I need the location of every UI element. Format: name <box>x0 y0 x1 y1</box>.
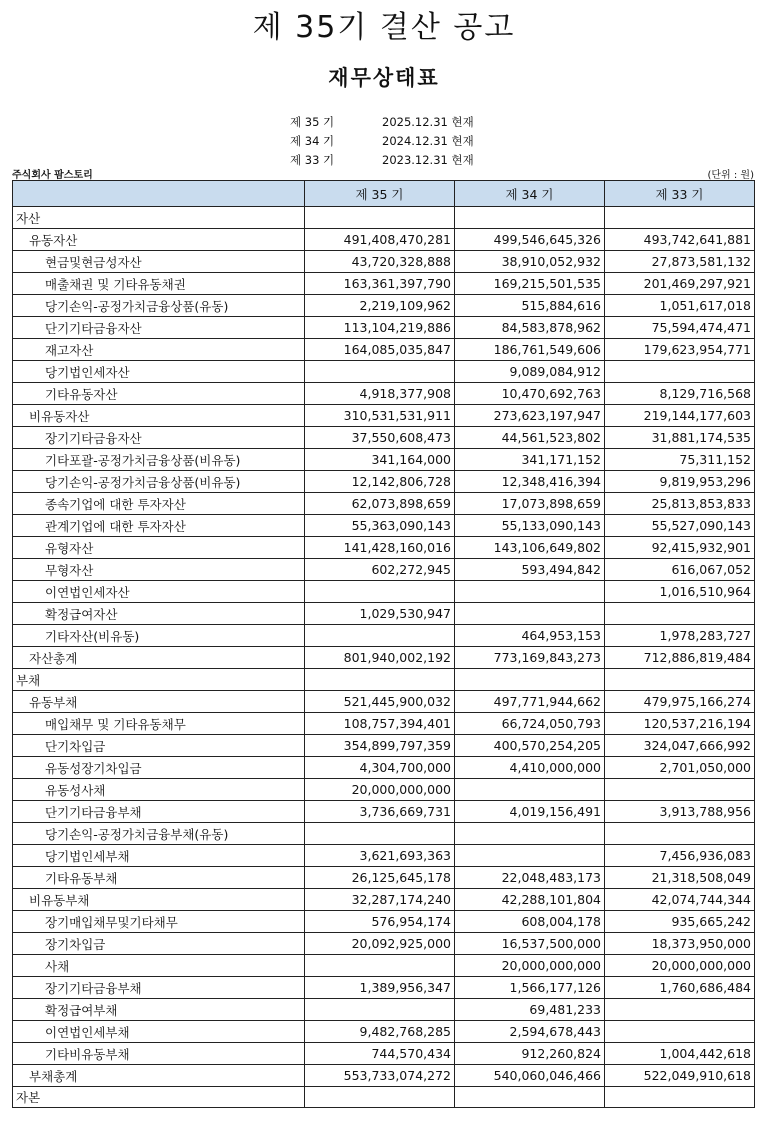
amount-cell: 16,537,500,000 <box>455 933 605 955</box>
account-name: 유동자산 <box>13 229 305 251</box>
amount-cell: 62,073,898,659 <box>305 493 455 515</box>
amount-cell <box>455 603 605 625</box>
amount-cell <box>305 1087 455 1108</box>
amount-cell: 26,125,645,178 <box>305 867 455 889</box>
table-row <box>13 911 755 933</box>
amount-cell: 497,771,944,662 <box>455 691 605 713</box>
amount-cell: 163,361,397,790 <box>305 273 455 295</box>
account-name: 이연법인세자산 <box>13 581 305 603</box>
balance-sheet-table <box>12 180 755 1108</box>
account-name: 유형자산 <box>13 537 305 559</box>
amount-cell: 712,886,819,484 <box>605 647 755 669</box>
amount-cell: 8,129,716,568 <box>605 383 755 405</box>
account-name: 현금및현금성자산 <box>13 251 305 273</box>
amount-cell <box>305 823 455 845</box>
column-header-period-35: 제 35 기 <box>305 181 455 207</box>
amount-cell: 801,940,002,192 <box>305 647 455 669</box>
table-row <box>13 1043 755 1065</box>
account-name: 관계기업에 대한 투자자산 <box>13 515 305 537</box>
amount-cell: 43,720,328,888 <box>305 251 455 273</box>
period-date: 2023.12.31 현재 <box>382 153 474 167</box>
period-date: 2025.12.31 현재 <box>382 115 474 129</box>
amount-cell: 55,527,090,143 <box>605 515 755 537</box>
account-name: 이연법인세부채 <box>13 1021 305 1043</box>
account-name: 확정급여부채 <box>13 999 305 1021</box>
amount-cell: 21,318,508,049 <box>605 867 755 889</box>
amount-cell <box>305 955 455 977</box>
amount-cell <box>455 1087 605 1108</box>
amount-cell: 522,049,910,618 <box>605 1065 755 1087</box>
period-label: 제 33 기 <box>290 153 335 167</box>
account-name: 기타유동부채 <box>13 867 305 889</box>
table-row <box>13 317 755 339</box>
table-row <box>13 647 755 669</box>
table-row <box>13 889 755 911</box>
table-row <box>13 515 755 537</box>
amount-cell <box>605 823 755 845</box>
amount-cell: 2,594,678,443 <box>455 1021 605 1043</box>
amount-cell <box>605 1021 755 1043</box>
amount-cell: 42,288,101,804 <box>455 889 605 911</box>
period-row <box>290 132 474 151</box>
amount-cell: 69,481,233 <box>455 999 605 1021</box>
account-name: 당기법인세자산 <box>13 361 305 383</box>
amount-cell: 515,884,616 <box>455 295 605 317</box>
amount-cell: 744,570,434 <box>305 1043 455 1065</box>
table-row <box>13 339 755 361</box>
amount-cell: 354,899,797,359 <box>305 735 455 757</box>
amount-cell <box>455 779 605 801</box>
account-name: 기타비유동부채 <box>13 1043 305 1065</box>
amount-cell: 341,164,000 <box>305 449 455 471</box>
amount-cell: 201,469,297,921 <box>605 273 755 295</box>
amount-cell: 10,470,692,763 <box>455 383 605 405</box>
amount-cell: 66,724,050,793 <box>455 713 605 735</box>
company-name: 주식회사 팜스토리 <box>12 170 93 181</box>
amount-cell: 17,073,898,659 <box>455 493 605 515</box>
table-row <box>13 845 755 867</box>
period-row <box>290 151 474 170</box>
account-name: 매출채권 및 기타유동채권 <box>13 273 305 295</box>
unit-label: (단위 : 원) <box>707 170 754 181</box>
account-name: 장기차입금 <box>13 933 305 955</box>
account-name: 비유동부채 <box>13 889 305 911</box>
amount-cell: 400,570,254,205 <box>455 735 605 757</box>
table-row <box>13 1087 755 1108</box>
account-name: 기타자산(비유동) <box>13 625 305 647</box>
account-name: 장기기타금융부채 <box>13 977 305 999</box>
table-row <box>13 295 755 317</box>
account-name: 단기기타금융부채 <box>13 801 305 823</box>
amount-cell: 540,060,046,466 <box>455 1065 605 1087</box>
amount-cell: 12,348,416,394 <box>455 471 605 493</box>
statement-title: 재무상태표 <box>328 66 440 90</box>
table-row <box>13 603 755 625</box>
amount-cell: 113,104,219,886 <box>305 317 455 339</box>
amount-cell: 141,428,160,016 <box>305 537 455 559</box>
amount-cell: 169,215,501,535 <box>455 273 605 295</box>
amount-cell: 9,819,953,296 <box>605 471 755 493</box>
table-row <box>13 735 755 757</box>
amount-cell: 18,373,950,000 <box>605 933 755 955</box>
amount-cell: 593,494,842 <box>455 559 605 581</box>
amount-cell: 9,482,768,285 <box>305 1021 455 1043</box>
table-row <box>13 449 755 471</box>
amount-cell <box>305 207 455 229</box>
amount-cell: 22,048,483,173 <box>455 867 605 889</box>
table-row <box>13 1021 755 1043</box>
amount-cell: 12,142,806,728 <box>305 471 455 493</box>
amount-cell: 38,910,052,932 <box>455 251 605 273</box>
amount-cell: 491,408,470,281 <box>305 229 455 251</box>
table-row <box>13 757 755 779</box>
table-row <box>13 383 755 405</box>
account-name: 단기기타금융자산 <box>13 317 305 339</box>
amount-cell: 1,004,442,618 <box>605 1043 755 1065</box>
amount-cell <box>305 625 455 647</box>
amount-cell: 1,016,510,964 <box>605 581 755 603</box>
table-row <box>13 537 755 559</box>
table-row <box>13 955 755 977</box>
table-row <box>13 625 755 647</box>
amount-cell: 1,389,956,347 <box>305 977 455 999</box>
table-row <box>13 207 755 229</box>
amount-cell: 4,304,700,000 <box>305 757 455 779</box>
amount-cell: 4,019,156,491 <box>455 801 605 823</box>
account-name: 종속기업에 대한 투자자산 <box>13 493 305 515</box>
table-row <box>13 471 755 493</box>
table-row <box>13 779 755 801</box>
account-name: 당기손익-공정가치금융상품(유동) <box>13 295 305 317</box>
period-date: 2024.12.31 현재 <box>382 134 474 148</box>
amount-cell: 179,623,954,771 <box>605 339 755 361</box>
account-name: 당기손익-공정가치금융부채(유동) <box>13 823 305 845</box>
amount-cell: 219,144,177,603 <box>605 405 755 427</box>
table-row <box>13 999 755 1021</box>
amount-cell: 553,733,074,272 <box>305 1065 455 1087</box>
amount-cell: 521,445,900,032 <box>305 691 455 713</box>
amount-cell: 9,089,084,912 <box>455 361 605 383</box>
amount-cell: 92,415,932,901 <box>605 537 755 559</box>
amount-cell: 3,621,693,363 <box>305 845 455 867</box>
amount-cell: 75,594,474,471 <box>605 317 755 339</box>
amount-cell <box>305 581 455 603</box>
account-name: 재고자산 <box>13 339 305 361</box>
amount-cell: 341,171,152 <box>455 449 605 471</box>
amount-cell: 273,623,197,947 <box>455 405 605 427</box>
amount-cell: 1,566,177,126 <box>455 977 605 999</box>
amount-cell: 576,954,174 <box>305 911 455 933</box>
amount-cell: 912,260,824 <box>455 1043 605 1065</box>
table-row <box>13 405 755 427</box>
amount-cell: 44,561,523,802 <box>455 427 605 449</box>
amount-cell <box>455 669 605 691</box>
account-name: 기타유동자산 <box>13 383 305 405</box>
amount-cell <box>605 669 755 691</box>
table-row <box>13 801 755 823</box>
amount-cell <box>605 779 755 801</box>
table-row <box>13 669 755 691</box>
account-name: 무형자산 <box>13 559 305 581</box>
amount-cell <box>605 999 755 1021</box>
amount-cell: 616,067,052 <box>605 559 755 581</box>
amount-cell <box>605 207 755 229</box>
amount-cell: 602,272,945 <box>305 559 455 581</box>
amount-cell: 120,537,216,194 <box>605 713 755 735</box>
amount-cell: 608,004,178 <box>455 911 605 933</box>
amount-cell: 27,873,581,132 <box>605 251 755 273</box>
amount-cell: 2,219,109,962 <box>305 295 455 317</box>
account-name: 확정급여자산 <box>13 603 305 625</box>
amount-cell: 20,000,000,000 <box>605 955 755 977</box>
amount-cell: 499,546,645,326 <box>455 229 605 251</box>
table-header-row <box>13 181 755 207</box>
amount-cell: 143,106,649,802 <box>455 537 605 559</box>
account-name: 당기손익-공정가치금융상품(비유동) <box>13 471 305 493</box>
amount-cell: 7,456,936,083 <box>605 845 755 867</box>
amount-cell <box>305 361 455 383</box>
amount-cell: 75,311,152 <box>605 449 755 471</box>
account-name: 유동성장기차입금 <box>13 757 305 779</box>
amount-cell: 479,975,166,274 <box>605 691 755 713</box>
amount-cell: 20,000,000,000 <box>305 779 455 801</box>
amount-cell <box>455 581 605 603</box>
table-row <box>13 977 755 999</box>
amount-cell: 3,913,788,956 <box>605 801 755 823</box>
amount-cell: 1,978,283,727 <box>605 625 755 647</box>
amount-cell: 108,757,394,401 <box>305 713 455 735</box>
amount-cell: 773,169,843,273 <box>455 647 605 669</box>
amount-cell: 20,092,925,000 <box>305 933 455 955</box>
account-name: 유동성사채 <box>13 779 305 801</box>
account-name: 매입채무 및 기타유동채무 <box>13 713 305 735</box>
amount-cell: 4,410,000,000 <box>455 757 605 779</box>
column-header-account <box>13 181 305 207</box>
amount-cell: 164,085,035,847 <box>305 339 455 361</box>
table-row <box>13 251 755 273</box>
amount-cell: 37,550,608,473 <box>305 427 455 449</box>
table-row <box>13 713 755 735</box>
period-list <box>290 113 474 170</box>
amount-cell: 4,918,377,908 <box>305 383 455 405</box>
table-row <box>13 273 755 295</box>
table-row <box>13 361 755 383</box>
amount-cell: 84,583,878,962 <box>455 317 605 339</box>
amount-cell: 493,742,641,881 <box>605 229 755 251</box>
column-header-period-34: 제 34 기 <box>455 181 605 207</box>
account-name: 자산 <box>13 207 305 229</box>
period-row <box>290 113 474 132</box>
table-row <box>13 1065 755 1087</box>
amount-cell: 186,761,549,606 <box>455 339 605 361</box>
table-row <box>13 933 755 955</box>
amount-cell: 935,665,242 <box>605 911 755 933</box>
amount-cell: 324,047,666,992 <box>605 735 755 757</box>
amount-cell: 55,363,090,143 <box>305 515 455 537</box>
amount-cell <box>305 669 455 691</box>
column-header-period-33: 제 33 기 <box>605 181 755 207</box>
amount-cell: 464,953,153 <box>455 625 605 647</box>
account-name: 부채총계 <box>13 1065 305 1087</box>
amount-cell: 20,000,000,000 <box>455 955 605 977</box>
account-name: 당기법인세부채 <box>13 845 305 867</box>
table-row <box>13 581 755 603</box>
amount-cell: 1,029,530,947 <box>305 603 455 625</box>
amount-cell: 31,881,174,535 <box>605 427 755 449</box>
amount-cell: 2,701,050,000 <box>605 757 755 779</box>
account-name: 자산총계 <box>13 647 305 669</box>
amount-cell <box>455 845 605 867</box>
table-row <box>13 229 755 251</box>
amount-cell <box>455 823 605 845</box>
amount-cell: 3,736,669,731 <box>305 801 455 823</box>
table-row <box>13 867 755 889</box>
account-name: 장기매입채무및기타채무 <box>13 911 305 933</box>
amount-cell <box>605 361 755 383</box>
account-name: 부채 <box>13 669 305 691</box>
amount-cell: 310,531,531,911 <box>305 405 455 427</box>
amount-cell: 55,133,090,143 <box>455 515 605 537</box>
account-name: 단기차입금 <box>13 735 305 757</box>
account-name: 기타포괄-공정가치금융상품(비유동) <box>13 449 305 471</box>
amount-cell: 25,813,853,833 <box>605 493 755 515</box>
table-row <box>13 691 755 713</box>
notice-title: 제 35기 결산 공고 <box>252 10 516 45</box>
account-name: 자본 <box>13 1087 305 1108</box>
table-body <box>13 207 755 1108</box>
amount-cell <box>305 999 455 1021</box>
amount-cell <box>605 603 755 625</box>
amount-cell: 1,051,617,018 <box>605 295 755 317</box>
amount-cell: 32,287,174,240 <box>305 889 455 911</box>
table-row <box>13 823 755 845</box>
account-name: 장기기타금융자산 <box>13 427 305 449</box>
table-row <box>13 559 755 581</box>
table-row <box>13 493 755 515</box>
amount-cell <box>605 1087 755 1108</box>
amount-cell <box>455 207 605 229</box>
account-name: 유동부채 <box>13 691 305 713</box>
table-row <box>13 427 755 449</box>
period-label: 제 34 기 <box>290 134 335 148</box>
amount-cell: 1,760,686,484 <box>605 977 755 999</box>
account-name: 사채 <box>13 955 305 977</box>
amount-cell: 42,074,744,344 <box>605 889 755 911</box>
period-label: 제 35 기 <box>290 115 335 129</box>
account-name: 비유동자산 <box>13 405 305 427</box>
